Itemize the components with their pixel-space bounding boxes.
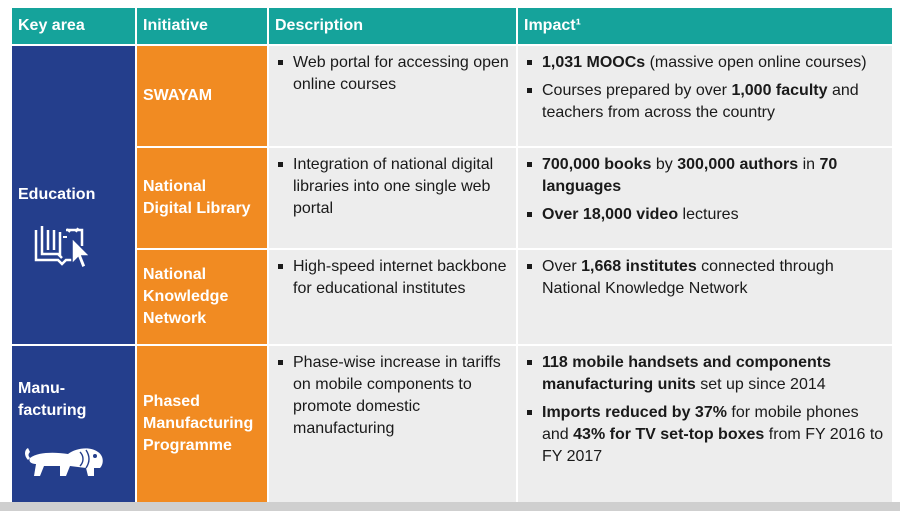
impact-phased-manufacturing-programme — [518, 346, 892, 502]
lion-icon — [24, 444, 106, 480]
impact-swayam-item-1 — [522, 52, 888, 74]
impact-text: Over — [542, 258, 582, 275]
initiative-national-digital-library — [137, 148, 267, 248]
impact-text: 1,000 faculty — [731, 82, 828, 99]
initiative-swayam — [137, 46, 267, 146]
description-national-digital-library — [269, 148, 516, 248]
book-reading-icon — [32, 222, 98, 270]
header-initiative-label: Initiative — [143, 17, 208, 34]
initiative-phased-manufacturing-programme — [137, 346, 267, 502]
impact-ndl-item-1 — [522, 154, 888, 198]
header-description — [269, 8, 516, 44]
impact-text: 1,668 institutes — [581, 258, 697, 275]
initiative-ndl-label-2: Digital Library — [143, 200, 251, 217]
key-area-manufacturing-label-1: Manu- — [18, 380, 66, 397]
description-national-knowledge-network — [269, 250, 516, 344]
impact-text: 70 languages — [542, 156, 838, 195]
impact-pmp-item-1 — [522, 352, 888, 396]
impact-text: Imports reduced by 37% — [542, 404, 727, 421]
impact-text: for mobile phones and — [542, 404, 859, 443]
initiative-national-knowledge-network — [137, 250, 267, 344]
impact-text: (massive open online courses) — [645, 54, 867, 71]
impact-text: Courses prepared by over — [542, 82, 732, 99]
initiative-pmp-label-3: Programme — [143, 437, 232, 454]
header-key-area-label: Key area — [18, 17, 85, 34]
header-key-area — [12, 8, 135, 44]
impact-text: 700,000 books — [542, 156, 652, 173]
impact-swayam — [518, 46, 892, 146]
impact-text: 118 mobile handsets and components manufacturing units — [542, 354, 831, 393]
key-area-education-label: Education — [18, 186, 96, 203]
impact-pmp-item-2 — [522, 402, 888, 468]
description-pmp-text: Phase-wise increase in tariffs on mobile components to promote domestic manufacturing — [273, 352, 512, 440]
initiative-pmp-label-2: Manufacturing — [143, 415, 254, 432]
key-area-manufacturing-label-2: facturing — [18, 402, 87, 419]
impact-text: 43% for TV set-top boxes — [573, 426, 765, 443]
impact-text: connected through National Knowledge Network — [542, 258, 834, 297]
header-description-label: Description — [275, 17, 364, 34]
header-impact — [518, 8, 892, 44]
initiative-ndl-label-1: National — [143, 178, 207, 195]
impact-text: 1,031 MOOCs — [542, 54, 646, 71]
impact-national-knowledge-network — [518, 250, 892, 344]
key-area-manufacturing — [12, 346, 135, 502]
impact-text: in — [798, 156, 820, 173]
header-impact-label: Impact¹ — [524, 17, 581, 34]
impact-text: set up since 2014 — [695, 376, 826, 393]
impact-swayam-item-2 — [522, 80, 888, 124]
impact-national-digital-library — [518, 148, 892, 248]
impact-ndl-item-2 — [522, 204, 888, 226]
description-swayam-text: Web portal for accessing open online courses — [273, 52, 512, 96]
impact-text: lectures — [678, 206, 739, 223]
impact-text: 300,000 authors — [677, 156, 799, 173]
impact-text: and teachers from across the country — [542, 82, 859, 121]
initiative-nkn-label-3: Network — [143, 310, 207, 327]
impact-nkn-item-1 — [522, 256, 888, 300]
impact-text: from FY 2016 to FY 2017 — [542, 426, 884, 465]
key-area-education — [12, 46, 135, 344]
description-phased-manufacturing-programme — [269, 346, 516, 502]
description-ndl-text: Integration of national digital libraries into one single web portal — [273, 154, 512, 220]
description-nkn-text: High-speed internet backbone for educational institutes — [273, 256, 512, 300]
description-swayam — [269, 46, 516, 146]
initiative-pmp-label-1: Phased — [143, 393, 200, 410]
impact-text: Over 18,000 video — [542, 206, 679, 223]
impact-text: by — [651, 156, 678, 173]
header-initiative — [137, 8, 267, 44]
initiative-nkn-label-1: National — [143, 266, 207, 283]
initiative-swayam-label: SWAYAM — [143, 87, 213, 104]
bottom-bar — [0, 502, 900, 511]
initiative-nkn-label-2: Knowledge — [143, 288, 229, 305]
